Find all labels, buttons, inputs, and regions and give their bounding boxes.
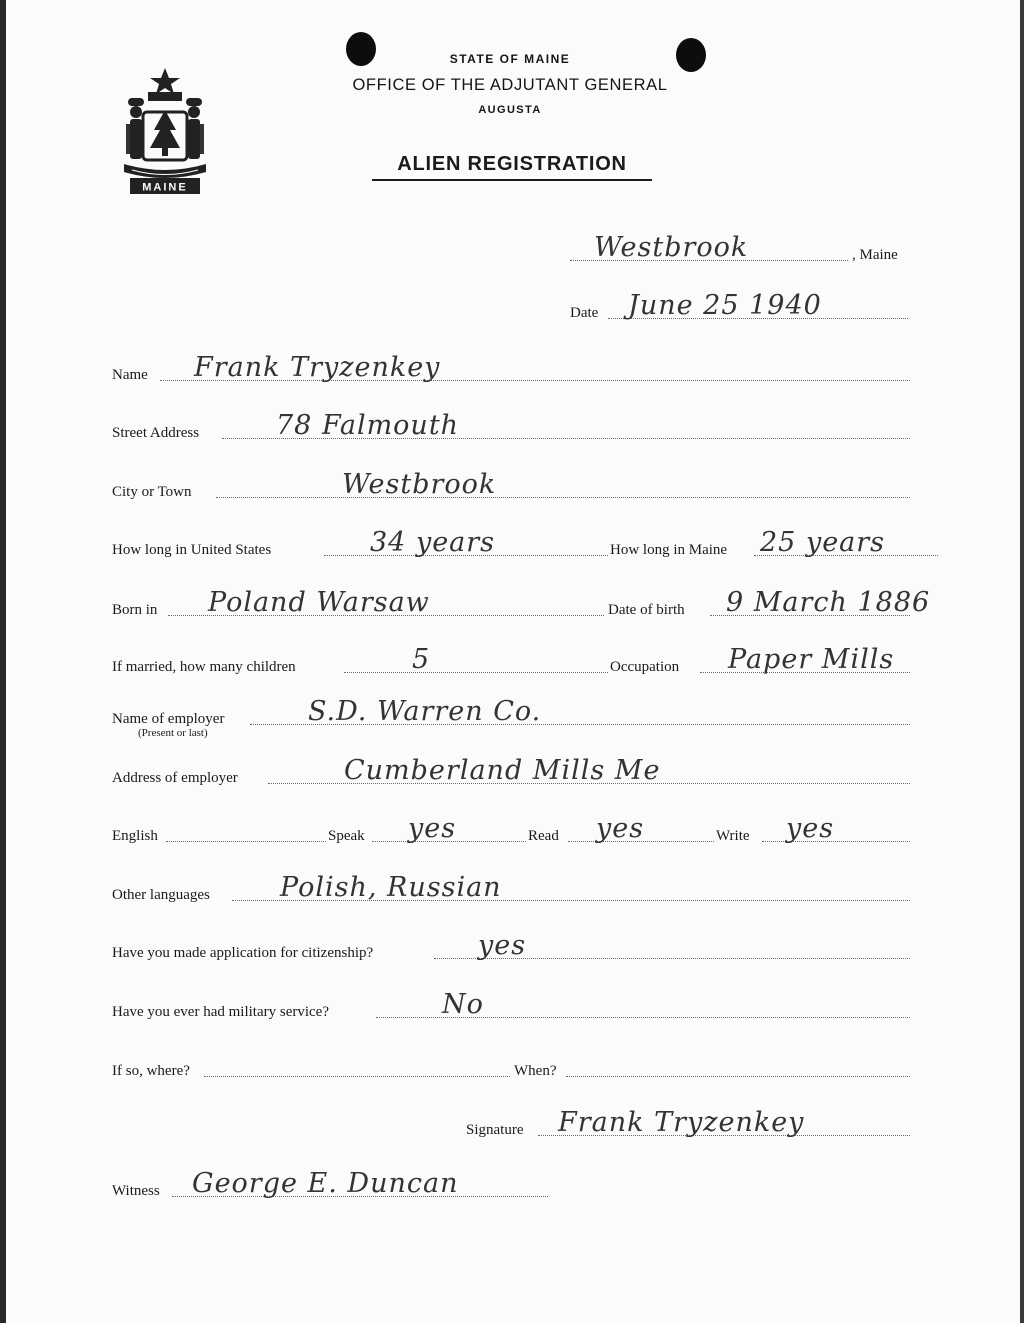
street-field-value[interactable]: 78 Falmouth xyxy=(276,410,460,441)
employer-field-value[interactable]: S.D. Warren Co. xyxy=(308,696,542,727)
children-label: If married, how many children xyxy=(112,659,296,675)
header-city: AUGUSTA xyxy=(478,104,542,116)
name-field-value[interactable]: Frank Tryzenkey xyxy=(194,352,441,383)
read-label: Read xyxy=(528,828,559,844)
citizenship-row xyxy=(112,930,912,962)
date-field-row xyxy=(570,290,940,322)
occupation-label: Occupation xyxy=(610,659,680,675)
english-label: English xyxy=(112,828,158,844)
other-languages-label: Other languages xyxy=(112,887,210,903)
other-languages-row xyxy=(112,872,912,904)
signature-value[interactable]: Frank Tryzenkey xyxy=(558,1107,805,1138)
witness-value[interactable]: George E. Duncan xyxy=(192,1168,459,1199)
scan-edge-right xyxy=(1020,0,1024,1323)
scan-edge-left xyxy=(0,0,6,1323)
witness-row xyxy=(112,1168,552,1200)
employer-label: Name of employer xyxy=(112,711,225,727)
when-label: When? xyxy=(514,1063,557,1079)
speak-label: Speak xyxy=(328,828,365,844)
english-line xyxy=(166,841,326,842)
city-field-row xyxy=(112,469,912,501)
employer-address-label: Address of employer xyxy=(112,770,238,786)
seal-banner-text: MAINE xyxy=(142,181,188,194)
employer-address-row xyxy=(112,755,912,787)
english-row xyxy=(112,813,912,845)
military-label: Have you ever had military service? xyxy=(112,1004,329,1020)
header-state: STATE OF MAINE xyxy=(449,52,571,66)
write-value[interactable]: yes xyxy=(786,813,835,844)
where-line xyxy=(204,1076,510,1077)
residence-duration-row xyxy=(112,527,942,559)
street-field-row xyxy=(112,410,912,442)
date-of-birth-value[interactable]: 9 March 1886 xyxy=(726,587,931,618)
maine-suffix-label: , Maine xyxy=(852,247,898,263)
military-row xyxy=(112,989,912,1021)
street-label: Street Address xyxy=(112,425,200,441)
date-of-birth-label: Date of birth xyxy=(608,602,685,618)
signature-label: Signature xyxy=(466,1122,524,1138)
when-line xyxy=(566,1076,910,1077)
citizenship-label: Have you made application for citizenship? xyxy=(112,945,374,961)
occupation-value[interactable]: Paper Mills xyxy=(728,644,895,675)
citizenship-value[interactable]: yes xyxy=(478,930,527,961)
children-value[interactable]: 5 xyxy=(412,644,431,675)
city-label: City or Town xyxy=(112,484,192,500)
write-label: Write xyxy=(716,828,750,844)
born-in-value[interactable]: Poland Warsaw xyxy=(208,587,430,618)
us-duration-label: How long in United States xyxy=(112,542,272,558)
city-field-value[interactable]: Westbrook xyxy=(342,469,497,500)
town-field-row xyxy=(560,232,920,264)
date-field-value[interactable]: June 25 1940 xyxy=(628,290,822,321)
where-label: If so, where? xyxy=(112,1063,190,1079)
maine-state-seal-icon xyxy=(110,66,220,196)
employer-sub-label: (Present or last) xyxy=(138,727,208,739)
birth-row xyxy=(112,587,952,619)
children-line xyxy=(344,672,608,673)
form-title: ALIEN REGISTRATION xyxy=(372,153,652,181)
name-label: Name xyxy=(112,367,148,383)
write-line xyxy=(762,841,910,842)
other-languages-value[interactable]: Polish, Russian xyxy=(280,872,502,903)
military-value[interactable]: No xyxy=(442,989,484,1020)
town-field-value[interactable]: Westbrook xyxy=(594,232,749,263)
employer-field-row xyxy=(112,696,912,728)
maine-duration-value[interactable]: 25 years xyxy=(760,527,886,558)
us-duration-value[interactable]: 34 years xyxy=(370,527,496,558)
read-value[interactable]: yes xyxy=(596,813,645,844)
city-field-line xyxy=(216,497,910,498)
employer-address-value[interactable]: Cumberland Mills Me xyxy=(344,755,661,786)
speak-value[interactable]: yes xyxy=(408,813,457,844)
header-office: OFFICE OF THE ADJUTANT GENERAL xyxy=(352,76,668,94)
name-field-row xyxy=(112,352,912,384)
maine-duration-label: How long in Maine xyxy=(610,542,728,558)
born-in-label: Born in xyxy=(112,602,158,618)
signature-row xyxy=(466,1107,912,1139)
military-where-when-row xyxy=(112,1056,912,1080)
witness-label: Witness xyxy=(112,1183,160,1199)
date-label: Date xyxy=(570,305,599,321)
children-occupation-row xyxy=(112,644,942,676)
